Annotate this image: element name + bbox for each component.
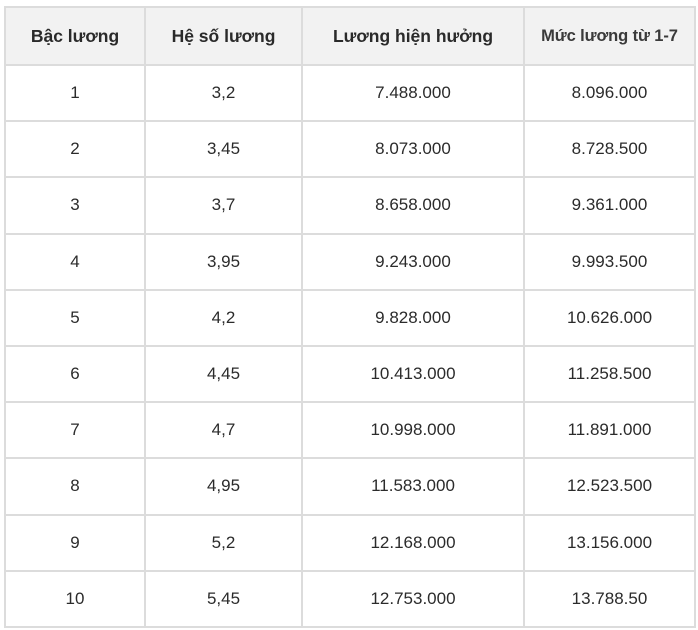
cell-coefficient: 3,7	[145, 177, 302, 233]
salary-table-container	[4, 6, 694, 626]
table-row	[5, 571, 695, 627]
cell-current-salary: 12.753.000	[302, 571, 524, 627]
cell-salary-from-1-7: 12.523.500	[524, 458, 695, 514]
cell-grade: 4	[5, 234, 145, 290]
table-row	[5, 290, 695, 346]
cell-coefficient: 4,2	[145, 290, 302, 346]
cell-grade: 2	[5, 121, 145, 177]
cell-grade: 1	[5, 65, 145, 121]
cell-current-salary: 9.243.000	[302, 234, 524, 290]
cell-current-salary: 8.658.000	[302, 177, 524, 233]
header-current-salary: Lương hiện hưởng	[302, 7, 524, 65]
cell-salary-from-1-7: 9.993.500	[524, 234, 695, 290]
table-row	[5, 121, 695, 177]
cell-coefficient: 4,95	[145, 458, 302, 514]
cell-coefficient: 3,95	[145, 234, 302, 290]
cell-current-salary: 12.168.000	[302, 515, 524, 571]
table-row	[5, 515, 695, 571]
cell-salary-from-1-7: 8.096.000	[524, 65, 695, 121]
salary-table	[4, 6, 696, 628]
header-salary-from-1-7: Mức lương từ 1-7	[524, 7, 695, 65]
cell-grade: 7	[5, 402, 145, 458]
table-row	[5, 177, 695, 233]
cell-current-salary: 10.998.000	[302, 402, 524, 458]
cell-salary-from-1-7: 11.891.000	[524, 402, 695, 458]
cell-salary-from-1-7: 13.156.000	[524, 515, 695, 571]
cell-coefficient: 3,2	[145, 65, 302, 121]
cell-coefficient: 4,45	[145, 346, 302, 402]
cell-current-salary: 8.073.000	[302, 121, 524, 177]
cell-salary-from-1-7: 9.361.000	[524, 177, 695, 233]
cell-coefficient: 5,2	[145, 515, 302, 571]
cell-salary-from-1-7: 10.626.000	[524, 290, 695, 346]
cell-grade: 8	[5, 458, 145, 514]
cell-grade: 3	[5, 177, 145, 233]
cell-coefficient: 5,45	[145, 571, 302, 627]
header-salary-coefficient: Hệ số lương	[145, 7, 302, 65]
table-row	[5, 65, 695, 121]
cell-current-salary: 7.488.000	[302, 65, 524, 121]
table-header-row	[5, 7, 695, 65]
cell-salary-from-1-7: 11.258.500	[524, 346, 695, 402]
cell-current-salary: 9.828.000	[302, 290, 524, 346]
cell-grade: 9	[5, 515, 145, 571]
cell-grade: 5	[5, 290, 145, 346]
cell-salary-from-1-7: 8.728.500	[524, 121, 695, 177]
cell-current-salary: 11.583.000	[302, 458, 524, 514]
cell-grade: 6	[5, 346, 145, 402]
table-row	[5, 402, 695, 458]
cell-salary-from-1-7: 13.788.50	[524, 571, 695, 627]
cell-grade: 10	[5, 571, 145, 627]
table-row	[5, 346, 695, 402]
cell-coefficient: 3,45	[145, 121, 302, 177]
cell-current-salary: 10.413.000	[302, 346, 524, 402]
header-salary-grade: Bậc lương	[5, 7, 145, 65]
table-row	[5, 458, 695, 514]
cell-coefficient: 4,7	[145, 402, 302, 458]
table-row	[5, 234, 695, 290]
